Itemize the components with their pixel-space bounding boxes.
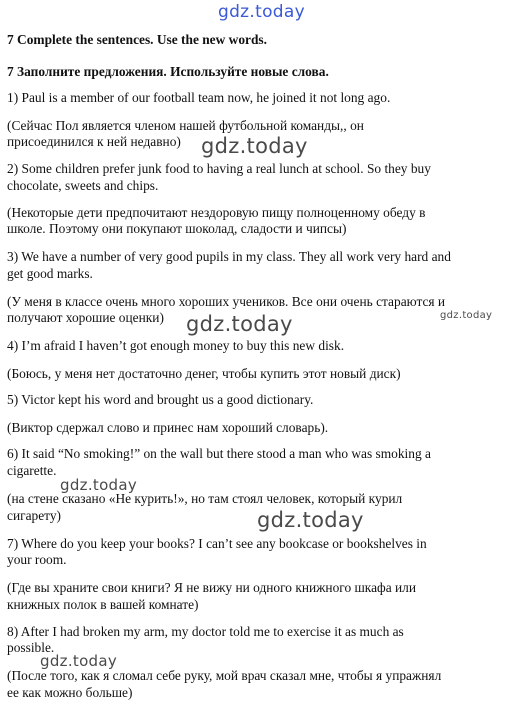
item-2-en-line-2: chocolate, sweets and chips. [7, 178, 159, 193]
item-2-en-line-1: 2) Some children prefer junk food to having a real lunch at school. So they buy [7, 161, 431, 176]
item-2-ru-line-2: школе. Поэтому они покупают шоколад, сладости и чипсы) [7, 221, 347, 236]
item-7-ru-line-1: (Где вы храните свои книги? Я не вижу ни одного книжного шкафа или [7, 580, 417, 595]
item-7-en-line-2: your room. [7, 552, 67, 567]
heading-en: 7 Complete the sentences. Use the new words. [7, 32, 267, 47]
watermark-3: gdz.today [440, 310, 493, 321]
item-3-ru-line-1: (У меня в классе очень много хороших учеников. Все они очень стараются и [7, 294, 446, 309]
item-1-en-line-1: 1) Paul is a member of our football team now, he joined it not long ago. [7, 90, 391, 105]
watermark-5: gdz.today [257, 508, 364, 532]
item-4-ru-line-1: (Боюсь, у меня нет достаточно денег, чтобы купить этот новый диск) [7, 366, 401, 381]
item-5-en-line-1: 5) Victor kept his word and brought us a good dictionary. [7, 392, 314, 407]
item-2-ru-line-1: (Некоторые дети предпочитают нездоровую пищу полноценному обеду в [7, 205, 426, 220]
item-1-ru-line-1: (Сейчас Пол является членом нашей футбольной команды,, он [7, 118, 364, 133]
watermark-top: gdz.today [218, 2, 305, 22]
item-6-en-line-2: cigarette. [7, 463, 57, 478]
item-8-en-line-2: possible. [7, 640, 55, 655]
item-3-en-line-2: get good marks. [7, 266, 93, 281]
item-7-en-line-1: 7) Where do you keep your books? I can’t see any bookcase or bookshelves in [7, 536, 427, 551]
item-6-ru-line-1: (на стене сказано «Не курить!», но там стоял человек, который курил [7, 491, 403, 506]
item-5-ru-line-1: (Виктор сдержал слово и принес нам хороший словарь). [7, 420, 329, 435]
item-6-en-line-1: 6) It said “No smoking!” on the wall but there stood a man who was smoking a [7, 446, 431, 461]
item-3-ru-line-2: получают хорошие оценки) [7, 310, 164, 325]
item-8-ru-line-2: ее как можно больше) [7, 685, 133, 700]
watermark-6: gdz.today [40, 652, 118, 670]
heading-ru: 7 Заполните предложения. Используйте новые слова. [7, 64, 329, 79]
item-4-en-line-1: 4) I’m afraid I haven’t got enough money to buy this new disk. [7, 338, 345, 353]
item-7-ru-line-2: книжных полок в вашей комнате) [7, 597, 199, 612]
watermark-4: gdz.today [60, 476, 138, 494]
item-1-ru-line-2: присоединился к ней недавно) [7, 134, 181, 149]
watermark-2: gdz.today [186, 312, 293, 336]
item-8-en-line-1: 8) After I had broken my arm, my doctor told me to exercise it as much as [7, 624, 404, 639]
item-8-ru-line-1: (После того, как я сломал себе руку, мой врач сказал мне, чтобы я упражнял [7, 668, 442, 683]
item-6-ru-line-2: сигарету) [7, 508, 62, 523]
item-3-en-line-1: 3) We have a number of very good pupils in my class. They all work very hard and [7, 249, 451, 264]
watermark-1: gdz.today [201, 134, 308, 158]
